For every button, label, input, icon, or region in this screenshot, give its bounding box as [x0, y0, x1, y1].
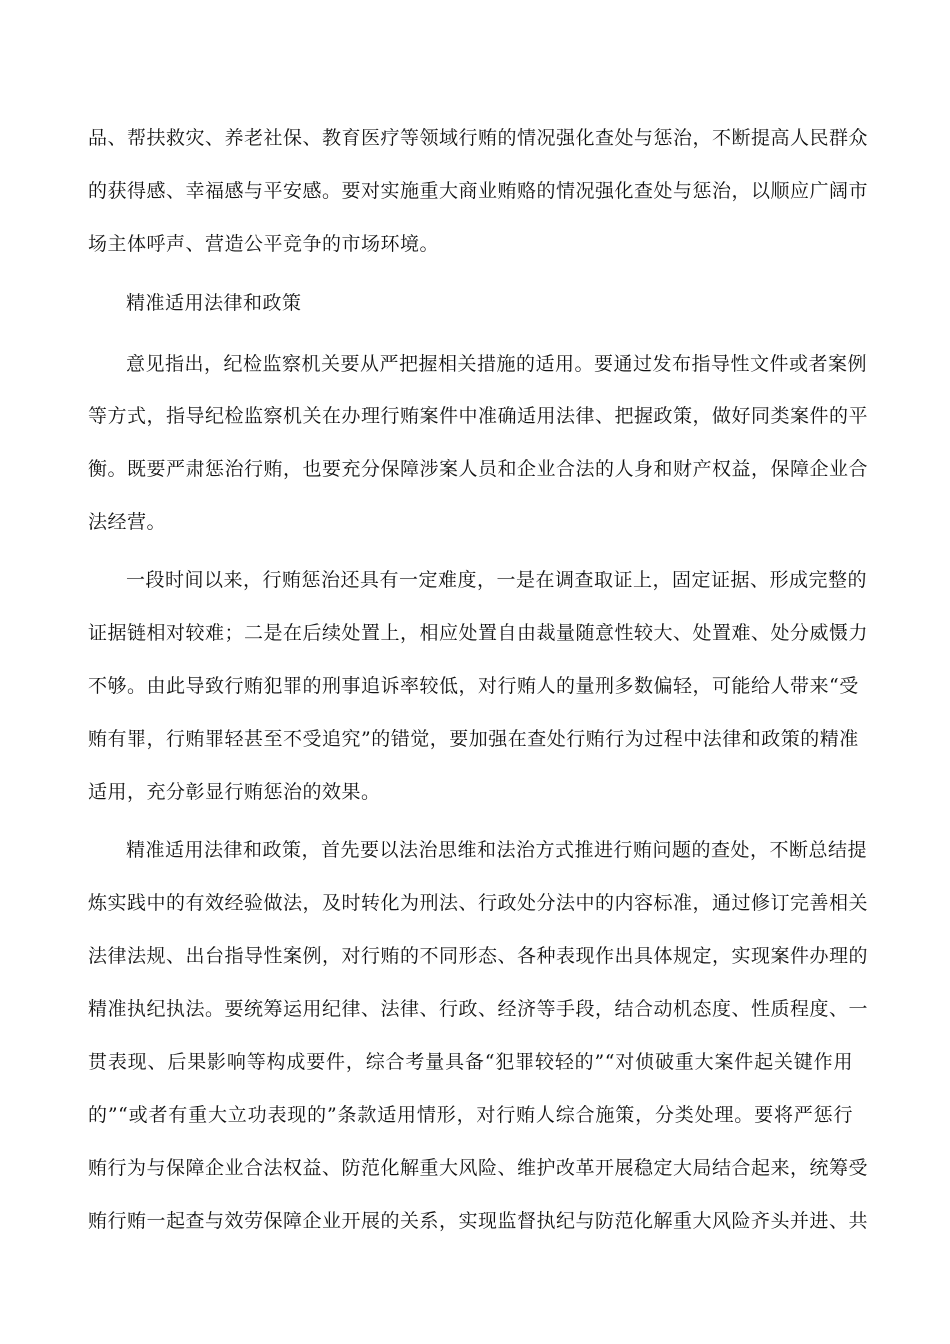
section-heading: 精准适用法律和政策 [126, 292, 302, 314]
paragraph-line: 不够。由此导致行贿犯罪的刑事追诉率较低，对行贿人的量刑多数偏轻，可能给人带来“受 [88, 675, 859, 697]
paragraph-line: 精准适用法律和政策，首先要以法治思维和法治方式推进行贿问题的查处，不断总结提 [126, 839, 868, 861]
paragraph-line: 贿行为与保障企业合法权益、防范化解重大风险、维护改革开展稳定大局结合起来，统筹受 [88, 1157, 869, 1179]
paragraph-line: 贿有罪，行贿罪轻甚至不受追究”的错觉，要加强在查处行贿行为过程中法律和政策的精准 [88, 728, 859, 750]
paragraph-line: 炼实践中的有效经验做法，及时转化为刑法、行政处分法中的内容标准，通过修订完善相关 [88, 892, 869, 914]
paragraph-line: 精准执纪执法。要统筹运用纪律、法律、行政、经济等手段，结合动机态度、性质程度、一 [88, 998, 869, 1020]
paragraph-line: 法律法规、出台指导性案例，对行贿的不同形态、各种表现作出具体规定，实现案件办理的 [88, 945, 869, 967]
paragraph-line: 等方式，指导纪检监察机关在办理行贿案件中准确适用法律、把握政策，做好同类案件的平 [88, 405, 869, 427]
paragraph-line: 证据链相对较难；二是在后续处置上，相应处置自由裁量随意性较大、处置难、处分威慑力 [88, 622, 869, 644]
paragraph-line: 的”“或者有重大立功表现的”条款适用情形，对行贿人综合施策，分类处理。要将严惩行 [88, 1104, 853, 1126]
paragraph-line: 场主体呼声、营造公平竞争的市场环境。 [88, 233, 440, 255]
paragraph-line: 贿行贿一起查与效劳保障企业开展的关系，实现监督执纪与防范化解重大风险齐头并进、共 [88, 1210, 869, 1232]
paragraph-line: 衡。既要严肃惩治行贿，也要充分保障涉案人员和企业合法的人身和财产权益，保障企业合 [88, 458, 869, 480]
paragraph-line: 法经营。 [88, 511, 167, 533]
paragraph-line: 适用，充分彰显行贿惩治的效果。 [88, 781, 381, 803]
paragraph-line: 品、帮扶救灾、养老社保、教育医疗等领域行贿的情况强化查处与惩治，不断提高人民群众 [88, 127, 869, 149]
paragraph-line: 的获得感、幸福感与平安感。要对实施重大商业贿赂的情况强化查处与惩治，以顺应广阔市 [88, 180, 869, 202]
paragraph-line: 贯表现、后果影响等构成要件，综合考量具备“犯罪较轻的”“对侦破重大案件起关键作用 [88, 1051, 853, 1073]
paragraph-line: 意见指出，纪检监察机关要从严把握相关措施的适用。要通过发布指导性文件或者案例 [126, 353, 868, 375]
paragraph-line: 一段时间以来，行贿惩治还具有一定难度，一是在调查取证上，固定证据、形成完整的 [126, 569, 868, 591]
